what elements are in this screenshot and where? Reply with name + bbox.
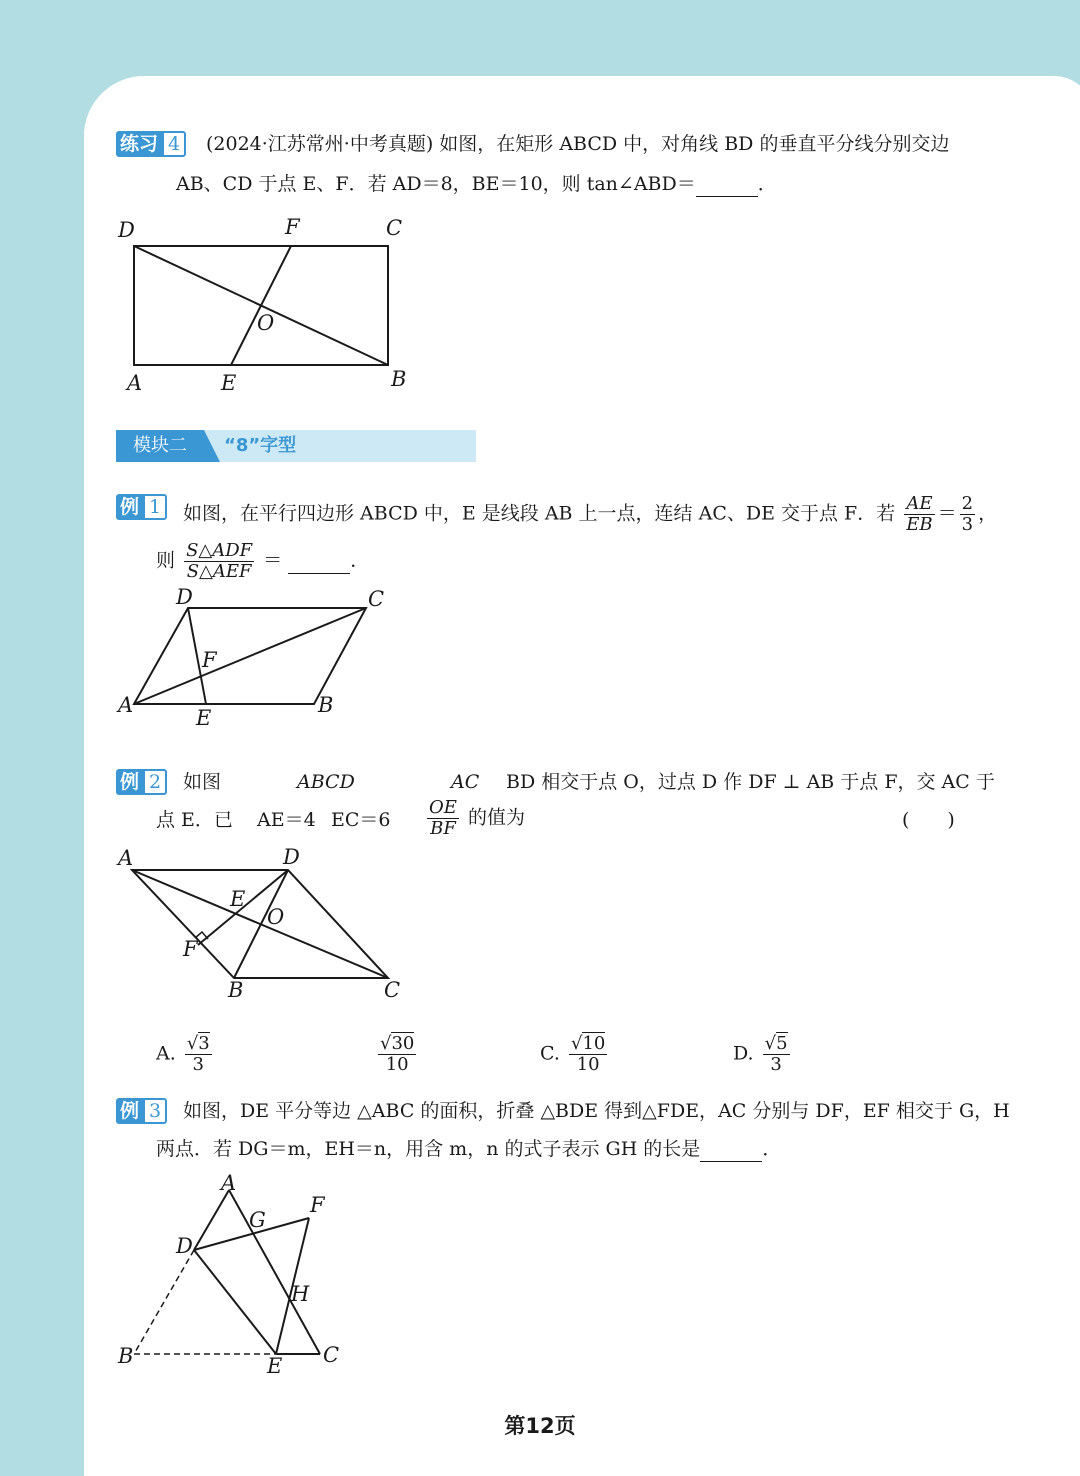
- label-E: E: [267, 1354, 283, 1378]
- badge-label: 练习: [116, 131, 162, 157]
- triangle-fold-figure: [110, 1170, 370, 1380]
- label-B: B: [391, 367, 407, 391]
- segment-de: [194, 1250, 276, 1354]
- diagonal-ac: [134, 608, 366, 704]
- label-O: O: [267, 905, 285, 929]
- badge-label: 例: [116, 769, 143, 795]
- label-F: F: [183, 937, 198, 961]
- area-ratio-fraction: $\frac{\text{S△ADF}}{\text{S△AEF}}$: [186, 540, 253, 582]
- label-B: B: [318, 693, 334, 717]
- label-H: H: [291, 1282, 310, 1306]
- example-1-badge: [116, 494, 167, 520]
- ex2-seg1: 如图: [183, 771, 222, 793]
- module-arrow-icon: [204, 430, 222, 462]
- label-A: A: [221, 1171, 237, 1195]
- answer-paren: ( ): [902, 809, 955, 831]
- fraction-ae-eb: $\frac{AE}{EB}$: [906, 493, 933, 535]
- fraction-oe-bf: $\frac{OE}{BF}$: [429, 797, 457, 839]
- ex2-line2c: EC＝6: [331, 809, 391, 831]
- ex2-line2a: 点 E．已: [156, 809, 233, 831]
- label-C: C: [384, 978, 401, 1002]
- ex3-line2: 两点．若 DG＝m，EH＝n，用含 m，n 的式子表示 GH 的长是 ．: [156, 1138, 782, 1160]
- label-D: D: [283, 845, 300, 869]
- example-3-badge: [116, 1098, 167, 1124]
- module-title: “8”字型: [224, 435, 297, 456]
- segment-ef: [231, 246, 291, 365]
- label-C: C: [368, 587, 385, 611]
- ex2-line2b: AE＝4: [257, 809, 316, 831]
- label-A: A: [127, 371, 143, 395]
- dashed-db: [134, 1250, 194, 1354]
- ex4-line2: [176, 172, 777, 197]
- label-E: E: [221, 371, 237, 395]
- label-F: F: [202, 648, 217, 672]
- badge-label: 例: [116, 494, 143, 520]
- label-B: B: [228, 978, 244, 1002]
- answer-blank: [700, 1137, 762, 1162]
- option-c[interactable]: C. $\frac{√10}{10}$: [540, 1033, 606, 1075]
- label-F: F: [310, 1193, 325, 1217]
- ex1-line1: 如图，在平行四边形 ABCD 中，E 是线段 AB 上一点，连结 AC、DE 交于点 F．若 $\frac{AE}{EB}$ ＝ $\frac{2}{3}$ ，: [183, 493, 998, 535]
- badge-label: 例: [116, 1098, 143, 1124]
- parallelogram-figure-2: [110, 845, 420, 1005]
- ex2-seg3: AC: [451, 771, 480, 793]
- badge-number: 4: [162, 131, 186, 157]
- ex1-line1-text: 如图，在平行四边形 ABCD 中，E 是线段 AB 上一点，连结 AC、DE 交于点 F．若: [183, 502, 896, 525]
- label-B: B: [118, 1344, 134, 1368]
- label-C: C: [386, 216, 403, 240]
- label-E: E: [196, 706, 212, 730]
- label-E: E: [230, 887, 246, 911]
- badge-number: 2: [143, 769, 167, 795]
- label-A: A: [118, 693, 134, 717]
- ex2-seg4: BD 相交于点 O，过点 D 作 DF ⊥ AB 于点 F，交 AC 于: [506, 771, 995, 793]
- label-F: F: [285, 215, 300, 239]
- ex1-line2: 则 $\frac{\text{S△ADF}}{\text{S△AEF}}$ ＝ ．: [156, 540, 370, 582]
- parallelogram-figure: [110, 584, 400, 734]
- ex4-line2-text: AB、CD 于点 E、F．若 AD＝8，BE＝10，则 tan∠ABD＝: [176, 173, 696, 195]
- module-header: [116, 430, 476, 462]
- label-A: A: [118, 846, 134, 870]
- module-label: 模块二: [116, 430, 204, 462]
- example-2-badge: [116, 769, 167, 795]
- label-O: O: [257, 311, 275, 335]
- exercise-4-badge: [116, 131, 186, 157]
- ex4-line1: (2024·江苏常州·中考真题) 如图，在矩形 ABCD 中，对角线 BD 的垂直平分线分别交边: [206, 133, 950, 155]
- page-number: 第12页: [504, 1414, 576, 1438]
- badge-number: 3: [143, 1098, 167, 1124]
- option-b[interactable]: $\frac{√30}{10}$: [380, 1033, 415, 1075]
- ex2-seg2: ABCD: [297, 771, 355, 793]
- label-C: C: [323, 1343, 340, 1367]
- option-a[interactable]: A. $\frac{√3}{3}$: [156, 1033, 210, 1075]
- label-D: D: [176, 1234, 193, 1258]
- ex3-line1: 如图，DE 平分等边 △ABC 的面积，折叠 △BDE 得到△FDE，AC 分别与 DF，EF 相交于 G，H: [183, 1100, 1010, 1122]
- answer-blank: [696, 172, 758, 197]
- answer-blank: [288, 549, 350, 574]
- ex2-fraction-line: $\frac{OE}{BF}$ 的值为: [429, 797, 525, 839]
- label-D: D: [176, 585, 193, 609]
- option-d[interactable]: D. $\frac{√5}{3}$: [733, 1033, 788, 1075]
- ex4-end: ．: [757, 173, 777, 195]
- rectangle-figure: [110, 210, 420, 400]
- segment-ac: [229, 1190, 320, 1354]
- label-G: G: [249, 1208, 266, 1232]
- badge-number: 1: [143, 494, 167, 520]
- fraction-two-thirds: $\frac{2}{3}$: [961, 493, 974, 535]
- label-D: D: [118, 218, 135, 242]
